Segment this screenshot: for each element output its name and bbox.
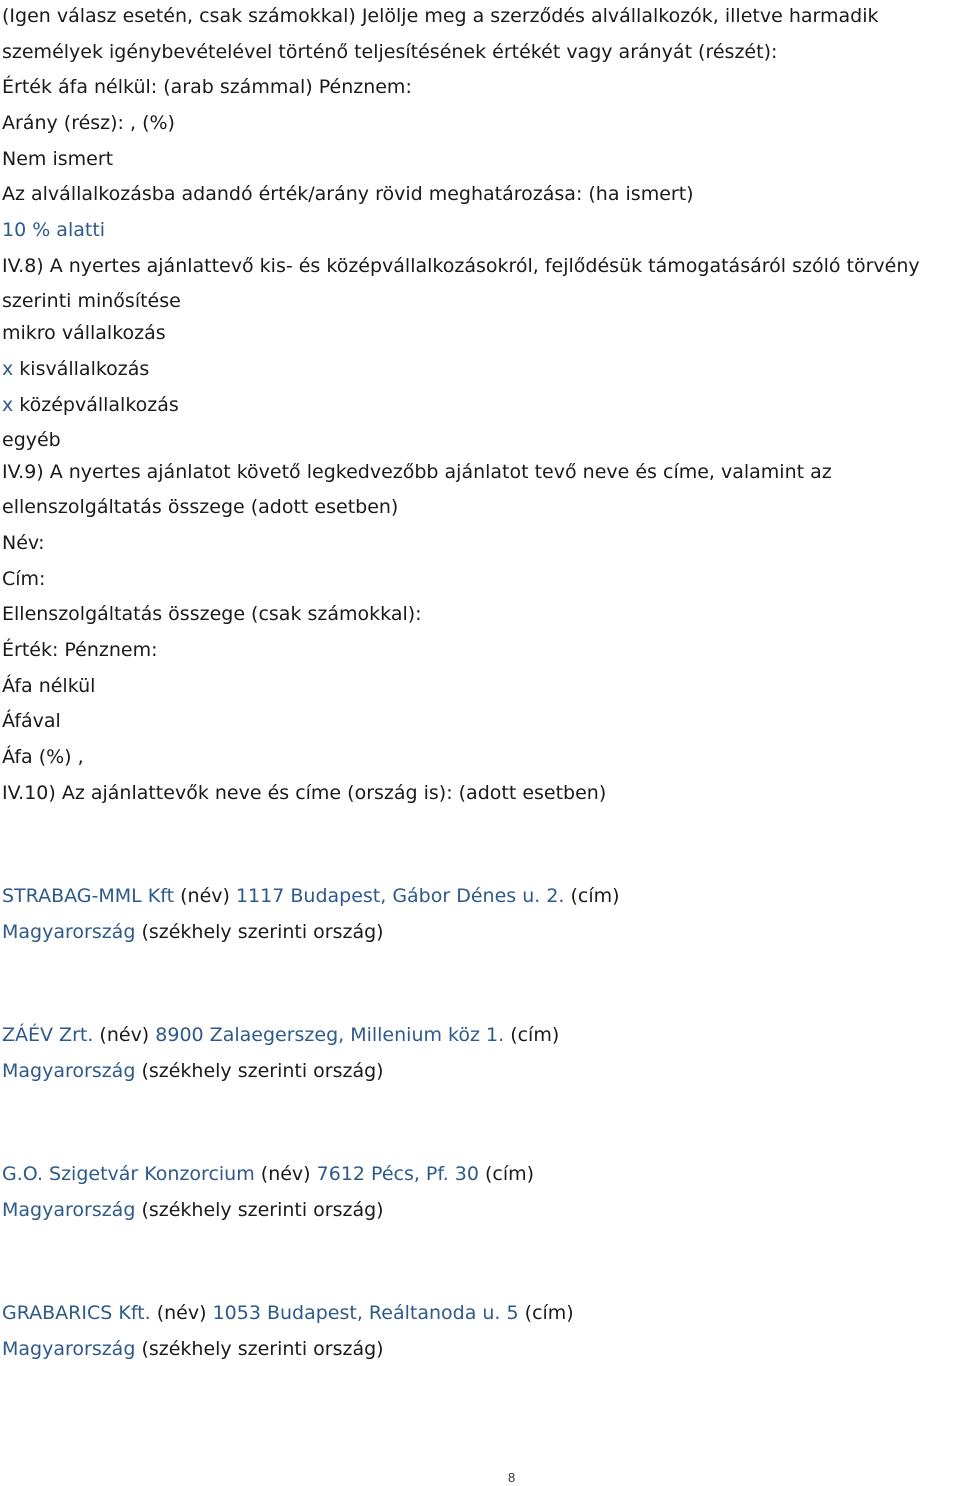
option-other — [2, 428, 61, 452]
country-suffix: (székhely szerinti ország) — [141, 921, 384, 943]
bidder-name: ZÁÉV Zrt. — [2, 1024, 94, 1046]
section-iv8-heading-line-1: IV.8) A nyertes ajánlattevő kis- és középvállalkozásokról, fejlődésük támogatásáról szóló törvény — [2, 255, 920, 277]
section-iv10-heading: IV.10) Az ajánlattevők neve és címe (ország is): (adott esetben) — [2, 782, 607, 804]
option-medium — [2, 393, 179, 417]
bidder-3-country — [2, 1198, 384, 1222]
bidder-name: G.O. Szigetvár Konzorcium — [2, 1163, 255, 1185]
bidder-country: Magyarország — [2, 921, 136, 943]
country-suffix: (székhely szerinti ország) — [141, 1338, 384, 1360]
amount-label: Ellenszolgáltatás összege (csak számokkal): — [2, 603, 422, 625]
name-suffix: (név) — [260, 1163, 311, 1185]
bidder-name: GRABARICS Kft. — [2, 1302, 151, 1324]
without-vat-label: Áfa nélkül — [2, 675, 96, 697]
address-suffix: (cím) — [485, 1163, 535, 1185]
name-suffix: (név) — [99, 1024, 150, 1046]
bidder-4-name-address — [2, 1301, 574, 1325]
vat-rate-label: Áfa (%) , — [2, 746, 84, 768]
bidder-2-country — [2, 1059, 384, 1083]
name-suffix: (név) — [180, 885, 230, 907]
option-label: középvállalkozás — [19, 394, 179, 416]
option-label: mikro vállalkozás — [2, 322, 166, 344]
bidder-address: 8900 Zalaegerszeg, Millenium köz 1. — [155, 1024, 505, 1046]
bidder-country: Magyarország — [2, 1338, 136, 1360]
option-micro — [2, 321, 166, 345]
bidder-address: 7612 Pécs, Pf. 30 — [316, 1163, 479, 1185]
short-description-value: 10 % alatti — [2, 219, 106, 241]
with-vat-label: Áfával — [2, 710, 61, 732]
address-label: Cím: — [2, 568, 46, 590]
section-iv9-heading-line-2: ellenszolgáltatás összege (adott esetben) — [2, 496, 399, 518]
option-mark: x — [2, 394, 14, 416]
name-suffix: (név) — [156, 1302, 207, 1324]
bidder-4-country — [2, 1337, 384, 1361]
country-suffix: (székhely szerinti ország) — [141, 1199, 384, 1221]
bidder-1-name-address — [2, 884, 620, 908]
subcontracting-intro-line-2: személyek igénybevételével történő teljesítésének értékét vagy arányát (részét): — [2, 41, 778, 63]
country-suffix: (székhely szerinti ország) — [141, 1060, 384, 1082]
address-suffix: (cím) — [510, 1024, 560, 1046]
bidder-country: Magyarország — [2, 1199, 136, 1221]
bidder-address: 1117 Budapest, Gábor Dénes u. 2. — [235, 885, 565, 907]
value-without-vat-line: Érték áfa nélkül: (arab számmal) Pénznem: — [2, 76, 412, 98]
section-iv9-heading-line-1: IV.9) A nyertes ajánlatot követő legkedvezőbb ajánlatot tevő neve és címe, valamint az — [2, 461, 832, 483]
bidder-1-country — [2, 920, 384, 944]
short-description-label: Az alvállalkozásba adandó érték/arány rövid meghatározása: (ha ismert) — [2, 183, 694, 205]
unknown-label: Nem ismert — [2, 148, 114, 170]
name-label: Név: — [2, 532, 45, 554]
section-iv8-heading-line-2: szerinti minősítése — [2, 290, 181, 312]
bidder-2-name-address — [2, 1023, 559, 1047]
ratio-line: Arány (rész): , (%) — [2, 112, 175, 134]
bidder-name: STRABAG-MML Kft — [2, 885, 175, 907]
bidder-country: Magyarország — [2, 1060, 136, 1082]
page-number: 8 — [508, 1470, 516, 1485]
option-small — [2, 357, 149, 381]
bidder-3-name-address — [2, 1162, 534, 1186]
option-label: egyéb — [2, 429, 61, 451]
address-suffix: (cím) — [570, 885, 620, 907]
value-currency-label: Érték: Pénznem: — [2, 639, 158, 661]
option-mark: x — [2, 358, 14, 380]
subcontracting-intro-line-1: (Igen válasz esetén, csak számokkal) Jelölje meg a szerződés alvállalkozók, illetve harmadik — [2, 5, 879, 27]
bidder-address: 1053 Budapest, Reáltanoda u. 5 — [212, 1302, 519, 1324]
option-label: kisvállalkozás — [19, 358, 150, 380]
address-suffix: (cím) — [524, 1302, 574, 1324]
